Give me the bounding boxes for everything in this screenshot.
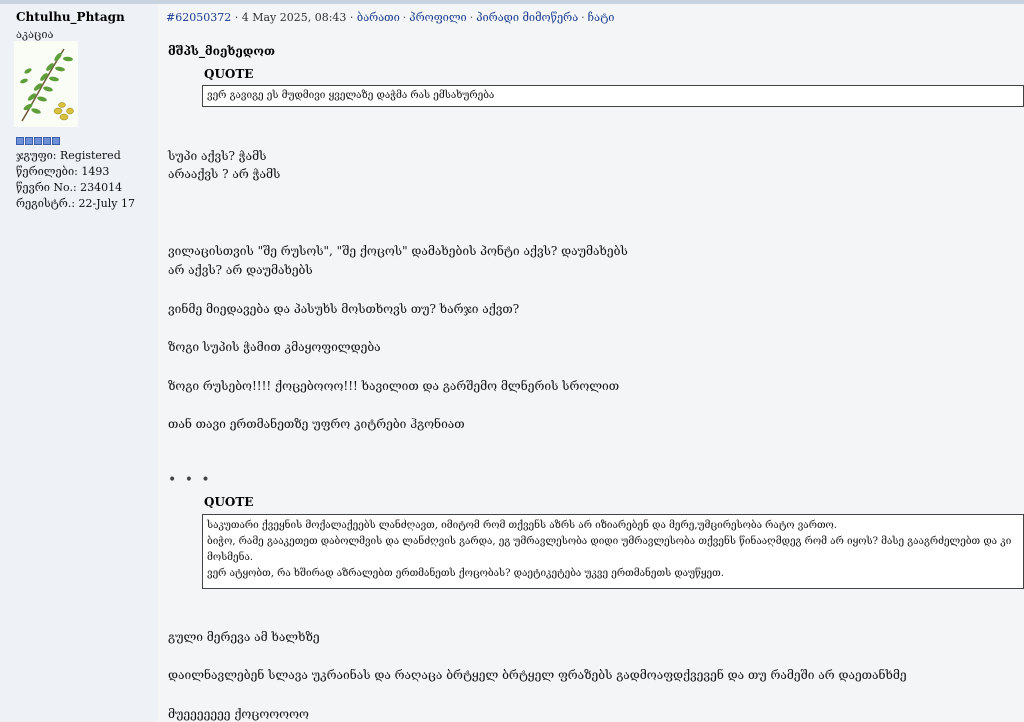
rank-pip (16, 137, 24, 145)
author-panel (0, 4, 159, 722)
author-stats (16, 148, 135, 212)
header-separator: · (402, 11, 407, 24)
chat-link[interactable]: ჩატი (587, 11, 615, 24)
quote-text: ბიჭო, რამე გააკეთეთ დაბოლმვის და ლანძღვის გარდა, ეგ უმრავლესობა დიდი უმრავლესობა თქვენს წინააღმდეგ რომ არ იყოს? მასე გააგრძელებთ და კი (207, 536, 1012, 547)
post-line: ზოგი რუსებო!!!! ქოცებოოო!!! ხავილით და გარშემო მლნერის სროლით (168, 379, 620, 393)
post-line: ვინმე მიედავება და პასუხს მოსთხოვს თუ? ხარჯი აქვთ? (168, 302, 520, 316)
post-header (166, 11, 614, 24)
post-line: თან თავი ერთმანეთზე უფრო კიტრები ჰგონიათ (168, 417, 465, 431)
quote-text: მოსმენა. (207, 552, 254, 563)
post-line: არ აქვს? არ დაუმახებს (168, 263, 313, 277)
post-line: გული მერევა ამ ხალხზე (168, 630, 320, 644)
post-id-link[interactable]: #62050372 (166, 11, 232, 24)
header-separator: · (469, 11, 474, 24)
post-line: ზოგი სუპის ჭამით კმაყოფილდება (168, 340, 381, 354)
author-title: აკაცია (16, 28, 54, 41)
quote-label: QUOTE (204, 495, 254, 509)
post-date: · 4 May 2025, 08:43 · (234, 11, 354, 24)
stat-member-no: წევრი No.: 234014 (16, 181, 123, 194)
author-name[interactable]: Chtulhu_Phtagn (16, 10, 125, 24)
post-line: დაილნავლებენ სლავა უკრაინას და რაღაცა ბრტყელ ბრტყელ ფრაზებს გადმოაფდქვევენ და თუ რამეში არ დაეთანხმე (168, 668, 907, 682)
post-line: არააქვს ? არ ჭამს (168, 167, 281, 181)
private-message-link[interactable]: პირადი მიმოწერა (476, 11, 579, 24)
header-separator: · (581, 11, 585, 24)
avatar (14, 41, 78, 127)
rank-pip (34, 137, 42, 145)
rank-pip (43, 137, 51, 145)
post-line: ვილაცისთვის "შე რუსოს", "შე ქოცოს" დამახების პონტი აქვს? დაუმახებს (168, 244, 628, 258)
card-link[interactable]: ბარათი (356, 11, 400, 24)
stat-posts: წერილები: 1493 (16, 165, 110, 178)
stat-group: ჯგუფი: Registered (16, 149, 121, 162)
quote-box (202, 514, 1024, 589)
rank-pips (16, 137, 60, 145)
quote-text: ვერ ატყობთ, რა ხშირად აზრალებთ ერთმანეთს ქოცობას? დაეტიკეტება უკვე ერთმანეთს დაუწყეთ. (207, 568, 724, 579)
post-subject: მშპს_მიეხედოთ (168, 44, 275, 58)
quote-text: ვერ გავიგე ეს მუდმივი ყველაზე დაჭმა რას ემსახურება (207, 90, 495, 101)
post-body (158, 4, 1024, 722)
separator-dots: • • • (168, 472, 212, 488)
quote-text: საკუთარი ქვეყნის მოქალაქეებს ლანძღავთ, იმიტომ რომ თქვენს აზრს არ იზიარებენ და მერე,უმცირესობა რატო ვართო. (207, 520, 837, 531)
rank-pip (52, 137, 60, 145)
post-line: მუეეეეეეე ქოცოოოოო (168, 707, 309, 721)
profile-link[interactable]: პროფილი (409, 11, 467, 24)
post-line: სუპი აქვს? ჭამს (168, 149, 267, 163)
quote-box (202, 85, 1024, 107)
rank-pip (25, 137, 33, 145)
quote-label: QUOTE (204, 67, 254, 81)
stat-registered: რეგისტრ.: 22-July 17 (16, 197, 135, 210)
